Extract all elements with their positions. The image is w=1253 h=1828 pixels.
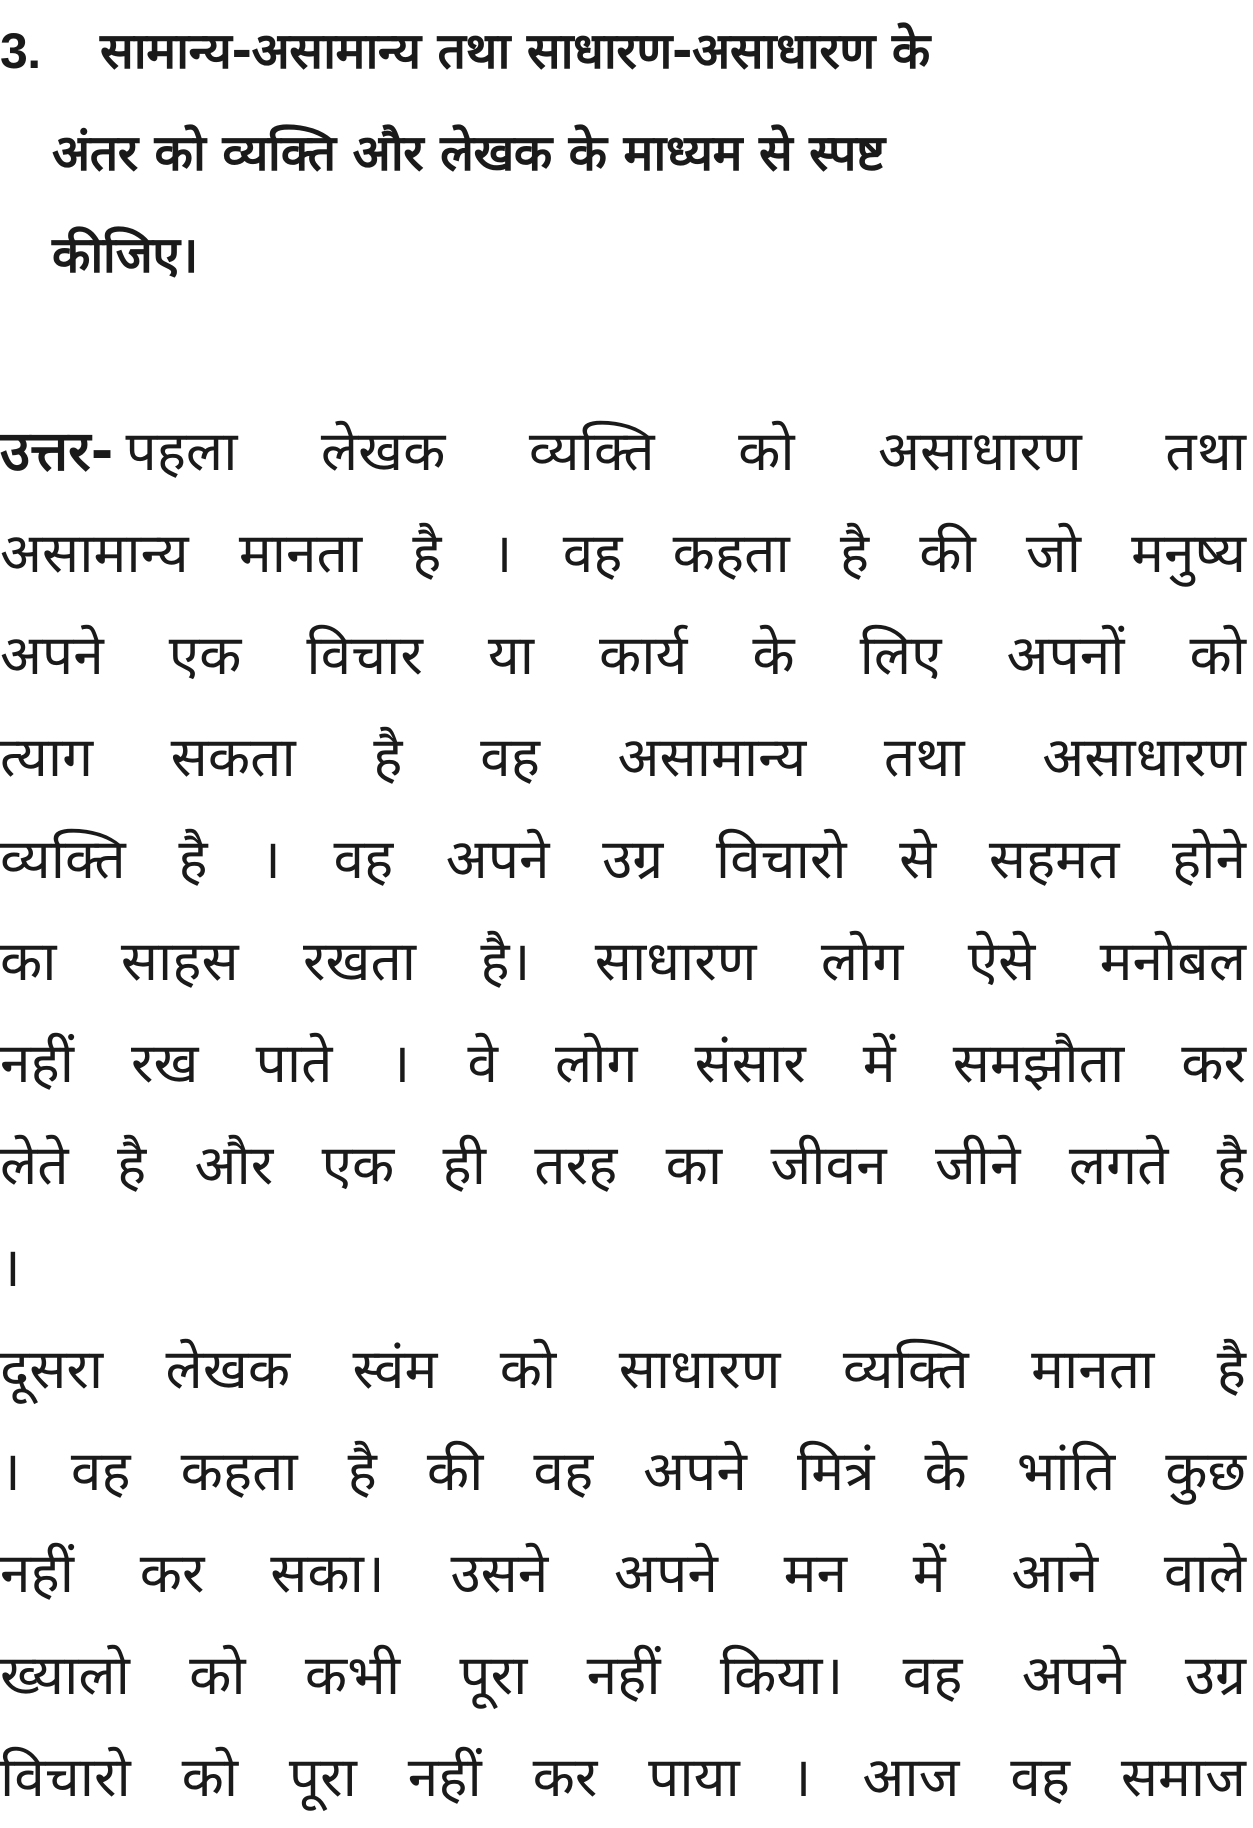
answer-line: विचारो को पूरा नहीं कर पाया । आज वह समाज [0, 1745, 1246, 1809]
question-number: 3. [0, 23, 41, 79]
question-text: सामान्य-असामान्य तथा साधारण-असाधारण के [100, 22, 930, 80]
answer-block [0, 400, 1253, 1828]
answer-line: असामान्य मानता है । वह कहता है की जो मनुष्य [0, 521, 1246, 585]
answer-line: । [0, 1235, 21, 1299]
answer-line: व्यक्ति है । वह अपने उग्र विचारो से सहमत होने [0, 827, 1246, 891]
question-line [0, 0, 1253, 102]
answer-line: लेते है और एक ही तरह का जीवन जीने लगते है [0, 1133, 1246, 1197]
answer-line: दूसरा लेखक स्वंम को साधारण व्यक्ति मानता है [0, 1337, 1246, 1401]
question-line: कीजिए। [52, 226, 198, 284]
answer-line: त्याग सकता है वह असामान्य तथा असाधारण [0, 725, 1246, 789]
answer-line [0, 400, 1246, 502]
answer-line: । वह कहता है की वह अपने मित्रं के भांति कुछ [0, 1439, 1246, 1503]
answer-line: ख्यालो को कभी पूरा नहीं किया। वह अपने उग्र [0, 1643, 1246, 1707]
question-block [0, 0, 1253, 306]
answer-line: नहीं रख पाते । वे लोग संसार में समझौता कर [0, 1031, 1246, 1095]
answer-line: नहीं कर सका। उसने अपने मन में आने वाले [0, 1541, 1246, 1605]
answer-label: उत्तर- [0, 419, 114, 483]
question-line: अंतर को व्यक्ति और लेखक के माध्यम से स्पष्ट [52, 124, 885, 182]
answer-line: का साहस रखता है। साधारण लोग ऐसे मनोबल [0, 929, 1246, 993]
answer-line: अपने एक विचार या कार्य के लिए अपनों को [0, 623, 1246, 687]
answer-text: पहला लेखक व्यक्ति को असाधारण तथा [125, 419, 1246, 483]
